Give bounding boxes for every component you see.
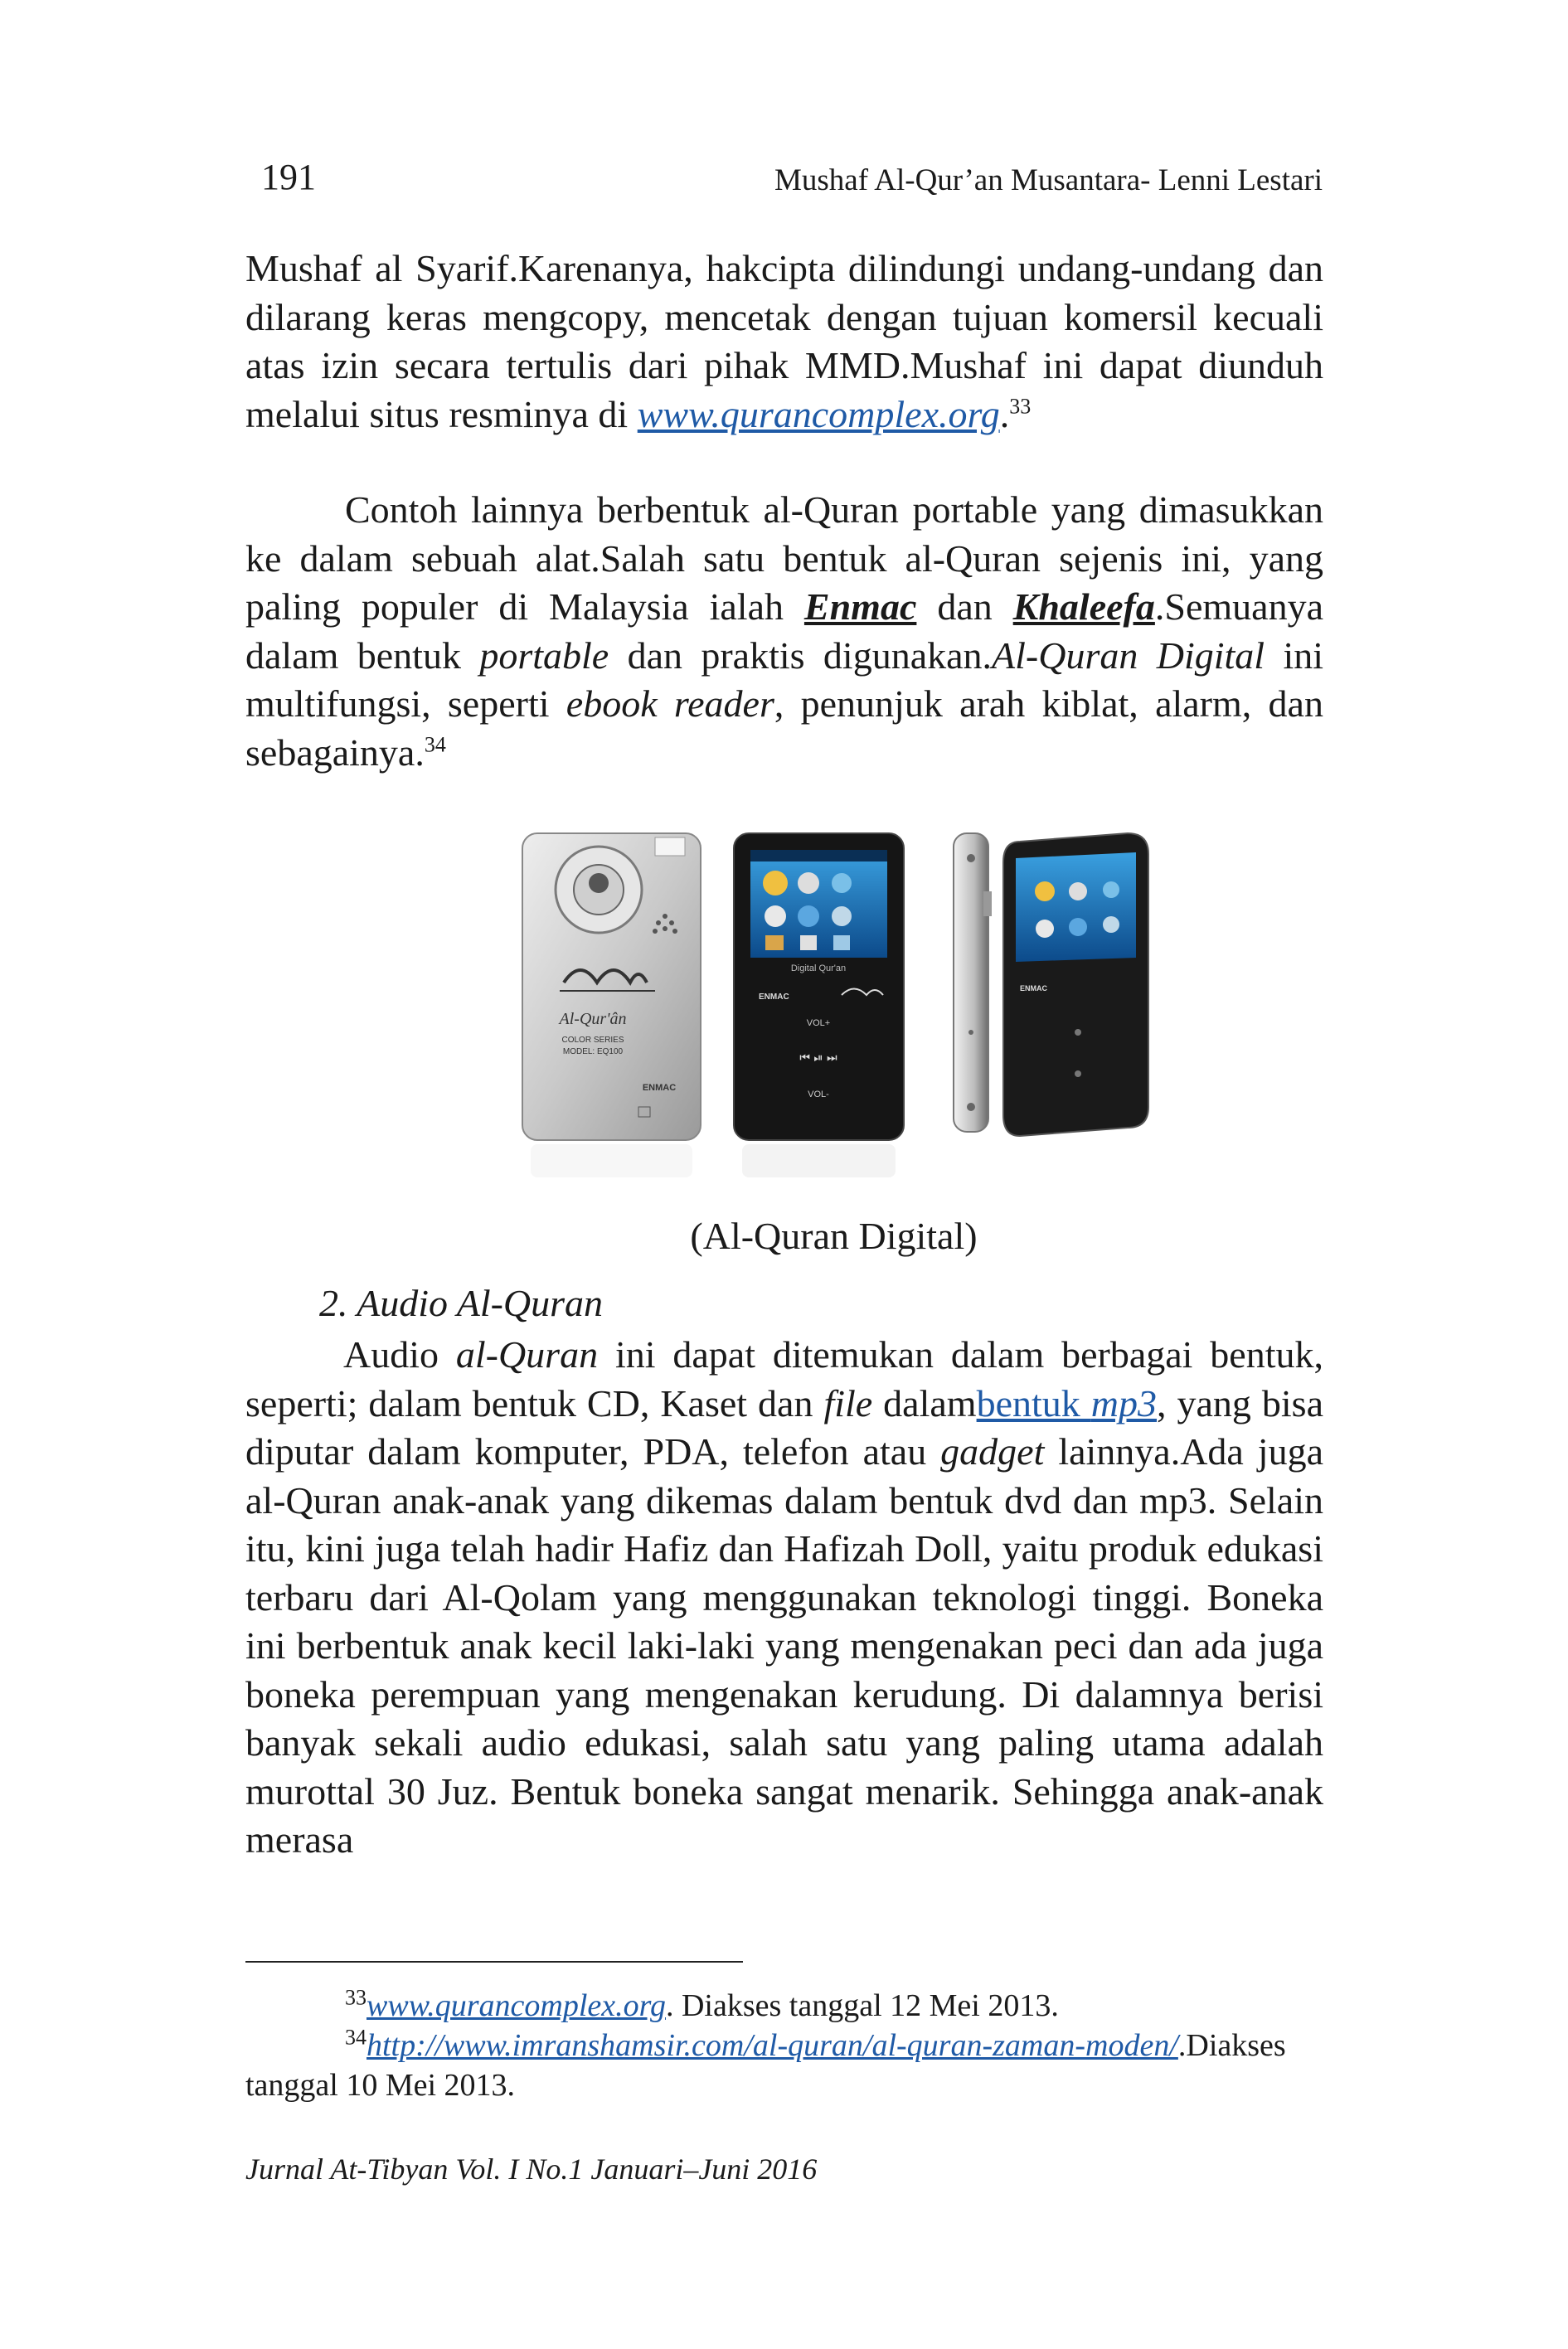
bentuk-link-text: bentuk <box>976 1381 1091 1424</box>
footnote-34-number: 34 <box>345 2025 367 2050</box>
paragraph-3-text <box>245 1331 1323 1865</box>
paragraph-2-part: dan praktis digunakan. <box>609 633 993 677</box>
paragraph-1-body: Mushaf al Syarif.Karenanya, hakcipta dilindungi undang-undang dan dilarang keras mengcopy, mencetak dengan tujuan komersil kecuali atas izin secara tertulis dari pihak MMD.Mushaf ini dapat diunduh melalui situs resminya di <box>245 247 1323 435</box>
paragraph-2-text <box>245 486 1323 777</box>
period: . <box>999 392 1010 435</box>
al-quran-digital-figure <box>514 825 1161 1190</box>
ebook-reader-term: ebook reader <box>566 682 774 725</box>
paragraph-3-part: , yang bisa diputar dalam komputer, PDA, telefon atau <box>245 1381 1323 1473</box>
device-series: COLOR SERIES <box>561 1036 624 1045</box>
footnote-34-text: .Diakses tanggal 10 Mei 2013. <box>245 2028 1286 2103</box>
black-device-front <box>734 833 904 1177</box>
alquran-digital-term: Al-Quran Digital <box>992 633 1265 677</box>
device-brand: ENMAC <box>1020 984 1047 993</box>
journal-footer: Jurnal At-Tibyan Vol. I No.1 Januari–Juni 2016 <box>245 2152 818 2186</box>
vol-down-button: VOL- <box>808 1090 829 1099</box>
device-side-view <box>954 833 992 1132</box>
device-brand: ENMAC <box>759 993 789 1002</box>
portable-term: portable <box>479 633 609 677</box>
paragraph-2-part: .Semuanya dalam bentuk <box>245 585 1323 677</box>
paragraph-2-part: dan <box>916 585 1013 628</box>
screen-label: Digital Qur'an <box>790 963 847 973</box>
device-brand: ENMAC <box>642 1083 677 1093</box>
paragraph-3-part: Audio <box>343 1333 456 1376</box>
paragraph-2-part: ini multifungsi, seperti <box>245 633 1324 725</box>
footnote-ref-34[interactable]: 34 <box>424 732 446 757</box>
section-heading: 2. Audio Al-Quran <box>319 1282 604 1324</box>
gadget-term: gadget <box>940 1430 1045 1473</box>
bentuk-mp3-link[interactable] <box>977 1382 1157 1424</box>
footnote-ref-33[interactable]: 33 <box>1009 394 1032 419</box>
paragraph-2 <box>245 486 1323 777</box>
vol-up-button: VOL+ <box>806 1018 831 1028</box>
qurancomplex-link[interactable]: www.qurancomplex.org <box>637 392 1000 435</box>
paragraph-2-part: Contoh lainnya berbentuk al-Quran portable yang dimasukkan ke dalam sebuah alat.Salah satu bentuk al-Quran sejenis ini, yang paling populer di Malaysia ialah <box>245 488 1323 628</box>
figure-caption: (Al-Quran Digital) <box>690 1215 978 1257</box>
footnote-33-link[interactable]: www.qurancomplex.org <box>367 1988 666 2023</box>
paragraph-1-text <box>245 245 1323 439</box>
khaleefa-term: Khaleefa <box>1012 585 1155 628</box>
black-device-angled <box>1003 833 1148 1136</box>
footnotes <box>245 1986 1323 2105</box>
silver-device <box>522 833 701 1177</box>
footnote-33 <box>245 1986 1323 2026</box>
mp3-link-text: mp3 <box>1090 1381 1158 1424</box>
alquran-term: al-Quran <box>455 1333 599 1376</box>
paragraph-3-part: lainnya.Ada juga al-Quran anak-anak yang dikemas dalam bentuk dvd dan mp3. Selain itu, kini juga telah hadir Hafiz dan Hafizah Doll, yaitu produk edukasi terbaru dari Al-Qolam yang menggunakan teknologi tinggi. Boneka ini berbentuk anak kecil laki-laki yang mengenakan peci dan ada juga boneka perempuan yang mengenakan kerudung. Di dalamnya berisi banyak sekali audio edukasi, salah satu yang paling utama adalah murottal 30 Juz. Bentuk boneka sangat menarik. Sehingga anak-anak merasa <box>245 1430 1323 1861</box>
footnote-33-text: . Diakses tanggal 12 Mei 2013. <box>665 1988 1059 2023</box>
playback-controls: ⏮ ⏯ ⏭ <box>799 1051 837 1065</box>
footnote-divider <box>245 1961 743 1963</box>
paragraph-3-part: dalam <box>872 1381 977 1424</box>
paragraph-3-part: ini dapat ditemukan dalam berbagai bentuk, seperti; dalam bentuk CD, Kaset dan <box>245 1333 1324 1424</box>
file-term: file <box>823 1381 873 1424</box>
screen-icons <box>763 871 852 950</box>
page-number: 191 <box>261 157 316 197</box>
paragraph-3 <box>245 1331 1323 1865</box>
footnote-34-link[interactable]: http://www.imranshamsir.com/al-quran/al-quran-zaman-moden/ <box>367 2028 1178 2063</box>
paragraph-1 <box>245 245 1323 439</box>
footnote-34 <box>245 2026 1323 2105</box>
device-title: Al-Qur'ân <box>559 1010 627 1028</box>
device-model: MODEL: EQ100 <box>562 1047 624 1056</box>
enmac-term: Enmac <box>803 585 917 628</box>
running-title: Mushaf Al-Qur’an Musantara- Lenni Lestari <box>774 163 1323 197</box>
footnote-33-number: 33 <box>345 1985 367 2010</box>
paragraph-2-part: , penunjuk arah kiblat, alarm, dan sebagainya. <box>245 682 1323 774</box>
